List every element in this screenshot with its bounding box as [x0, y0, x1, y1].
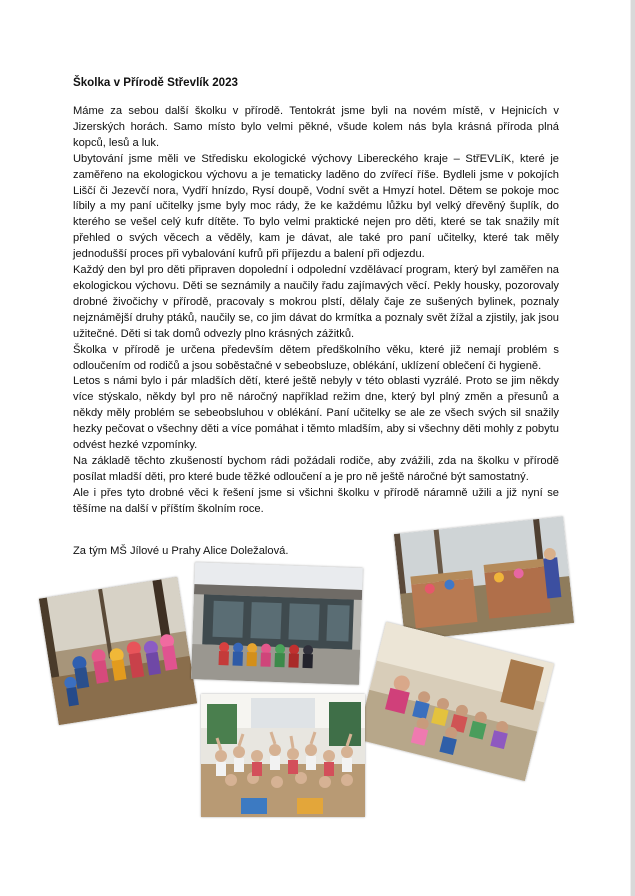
paragraph-accommodation: Ubytování jsme měli ve Středisku ekologické výchovy Libereckého kraje – StřEVLíK, které je zaměřeno na ekologickou výchovu a je tematicky laděno do zvířecí říše. Bydleli jsme v pokojích Liščí či Jezevčí nora, Vydří hnízdo, Rysí doupě, Vodní svět a Hmyzí hotel. Dětem se pokoje moc líbily a my paní učitelky jsme byly moc rády, že ke každému lůžku byl velký dřevěný šuplík, do kterého se vešel celý kufr dítěte. To bylo velmi praktické nejen pro děti, které se tak snažily mít přehled o svých věcech a věděly, kam je dávat, ale také pro paní učitelky, které tak měly jednodušší proces při vybalování kufrů při příjezdu a balení při odjezdu.: [73, 152, 559, 261]
paragraph-program: Každý den byl pro děti připraven dopolední i odpolední vzdělávací program, který byl zaměřen na ekologickou výchovu. Děti se seznámily a naučily řadu zajímavých věcí. Pekly housky, pozorovaly drobné živočichy v přírodě, pracovaly s mokrou plstí, dělaly čaje ze sušených bylinek, poznaly nejznámější druhy ptáků, naučily se, co jim dávat do krmítka a poznaly svět žížal a zjistily, jak jsou užitečné. Děti si tak domů odvezly plno krásných zážitků.: [73, 264, 559, 340]
page-title: Školka v Přírodě Střevlík 2023: [73, 76, 238, 89]
photo-indoor-group: [357, 622, 554, 781]
signature: Za tým MŠ Jílové u Prahy Alice Doležalová.: [73, 545, 289, 557]
photo-playhouse: [394, 516, 574, 640]
article-body: [73, 104, 559, 518]
page-edge-line: [630, 0, 631, 896]
paragraph-purpose: Školka v přírodě je určena především dětem předškolního věku, které již nemají problém s odloučením od rodičů a jsou soběstačné v sebeobsluze, oblékání, uklízení oblečení či hygieně.: [73, 343, 559, 372]
paragraph-younger-children: Letos s námi bylo i pár mladších dětí, které ještě nebyly v této oblasti vyzrálé. Proto se jim někdy více stýskalo, někdy byl pro ně náročný například režim dne, který byl plný změn a přesunů a někdy měly problém se sebeobsluhou v oblékání. Paní učitelky se ale ze všech svých sil snažily hezky pečovat o všechny děti a více pomáhat i těmto mladším, aby si všechny děti mohly z pobytu odvést hezké vzpomínky.: [73, 375, 559, 452]
paragraph-intro: Máme za sebou další školku v přírodě. Tentokrát jsme byli na novém místě, v Hejnicích v Jizerských horách. Samo místo bylo velmi pěkné, všude kolem nás byla krásná příroda plná kopců, lesů a luk.: [73, 105, 559, 149]
page-edge-shadow: [631, 0, 635, 896]
photo-classroom-raised-hands: [201, 694, 365, 817]
photo-children-forest: [39, 577, 197, 725]
paragraph-request: Na základě těchto zkušeností bychom rádi požádali rodiče, aby zvážili, zda na školku v přírodě posílat mladší děti, pro které bude těžké odloučení a je pro ně ještě náročné být samostatný.: [73, 454, 559, 483]
paragraph-closing: Ale i přes tyto drobné věci k řešení jsme si všichni školku v přírodě náramně užili a již nyní se těšíme na další v příštím školním roce.: [73, 486, 559, 515]
photo-group-building: [191, 562, 363, 685]
